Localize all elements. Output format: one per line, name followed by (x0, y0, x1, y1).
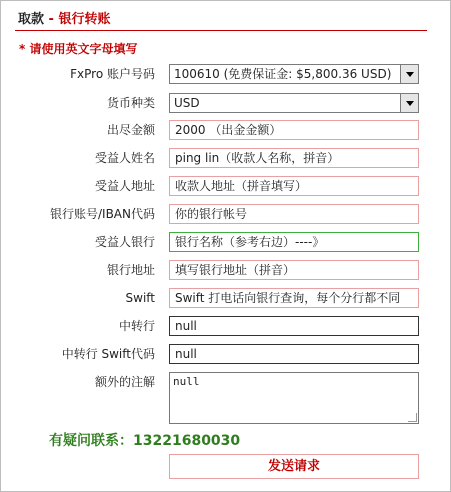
account-select-value: 100610 (免费保证金: $5,800.36 USD) (174, 67, 392, 81)
intermediary-swift-label: 中转行 Swift代码 (61, 347, 155, 361)
title-divider (15, 30, 427, 31)
chevron-down-icon[interactable] (400, 94, 418, 112)
bank-address-input[interactable]: 填写银行地址（拼音） (169, 260, 419, 280)
currency-select-value: USD (174, 96, 200, 110)
swift-label: Swift (125, 291, 155, 305)
contact-info: 有疑问联系：13221680030 (49, 433, 241, 449)
resize-handle-icon[interactable] (408, 413, 417, 422)
title-subtitle: 银行转账 (58, 12, 111, 27)
beneficiary-bank-input[interactable]: 银行名称（参考右边）----》 (169, 232, 419, 252)
amount-input[interactable]: 2000 （出金金额） (169, 120, 419, 140)
swift-input[interactable]: Swift 打电话向银行查询，每个分行都不同 (169, 288, 419, 308)
submit-request-button[interactable]: 发送请求 (169, 454, 419, 479)
beneficiary-address-label: 受益人地址 (94, 179, 155, 193)
bank-address-label: 银行地址 (106, 263, 155, 277)
beneficiary-name-label: 受益人姓名 (94, 151, 155, 165)
currency-select[interactable] (169, 93, 419, 113)
comments-label: 额外的注解 (94, 375, 155, 389)
title-main: 取款 (18, 12, 45, 27)
intermediary-swift-input[interactable]: null (169, 344, 419, 364)
page-title (18, 8, 110, 27)
account-label: FxPro 账户号码 (70, 67, 155, 81)
title-separator: - (44, 12, 59, 27)
beneficiary-name-input[interactable]: ping lin（收款人名称，拼音） (169, 148, 419, 168)
intermediary-bank-label: 中转行 (118, 319, 155, 333)
iban-input[interactable]: 你的银行帐号 (169, 204, 419, 224)
currency-label: 货币种类 (106, 96, 155, 110)
beneficiary-address-input[interactable]: 收款人地址（拼音填写） (169, 176, 419, 196)
intermediary-bank-input[interactable]: null (169, 316, 419, 336)
comments-text: null (173, 375, 200, 388)
account-select[interactable] (169, 64, 419, 84)
chevron-down-icon[interactable] (400, 65, 418, 83)
english-note: * 请使用英文字母填写 (19, 42, 138, 56)
amount-label: 出尽金额 (106, 123, 155, 137)
beneficiary-bank-label: 受益人银行 (94, 235, 155, 249)
iban-label: 银行账号/IBAN代码 (49, 207, 155, 221)
comments-textarea[interactable] (169, 372, 419, 424)
